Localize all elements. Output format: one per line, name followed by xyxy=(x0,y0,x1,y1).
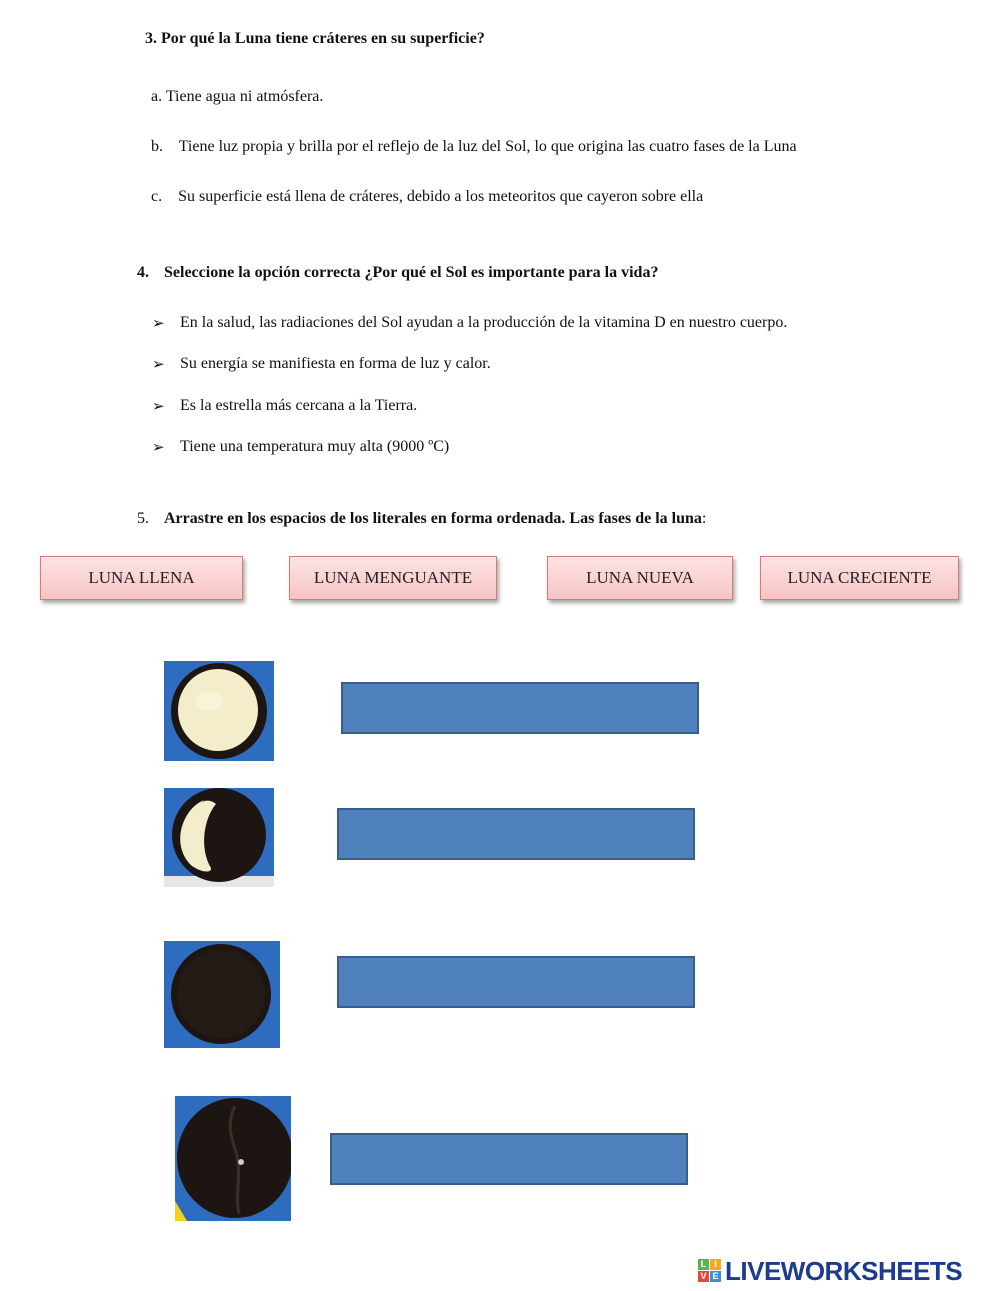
drop-zone-3[interactable] xyxy=(337,956,695,1008)
bullet-arrow-icon: ➢ xyxy=(152,357,165,373)
question-4-title: Seleccione la opción correcta ¿Por qué el Sol es importante para la vida? xyxy=(164,264,659,281)
question-4-item: En la salud, las radiaciones del Sol ayudan a la producción de la vitamina D en nuestro cuerpo. xyxy=(180,314,788,331)
question-4-item: Su energía se manifiesta en forma de luz y calor. xyxy=(180,355,491,372)
drag-label-luna-creciente[interactable]: LUNA CRECIENTE xyxy=(760,556,959,600)
question-4-item: Tiene una temperatura muy alta (9000 ºC) xyxy=(180,438,450,455)
liveworksheets-logo xyxy=(698,1256,962,1287)
drop-zone-2[interactable] xyxy=(337,808,695,860)
moon-phase-image-new xyxy=(164,941,280,1048)
question-3-title: 3. Por qué la Luna tiene cráteres en su superficie? xyxy=(145,30,485,47)
question-4-item: Es la estrella más cercana a la Tierra. xyxy=(180,397,418,414)
question-3-option-b: b. Tiene luz propia y brilla por el reflejo de la luz del Sol, lo que origina las cuatro fases de la Luna xyxy=(151,138,797,155)
moon-phase-image-waxing xyxy=(175,1096,291,1221)
drag-label-luna-nueva[interactable]: LUNA NUEVA xyxy=(547,556,733,600)
logo-text: LIVEWORKSHEETS xyxy=(725,1256,963,1286)
question-3-option-a: a. Tiene agua ni atmósfera. xyxy=(151,88,324,105)
question-4-number: 4. xyxy=(137,264,149,281)
drag-label-luna-menguante[interactable]: LUNA MENGUANTE xyxy=(289,556,497,600)
question-5-number: 5. xyxy=(137,510,149,527)
drop-zone-1[interactable] xyxy=(341,682,699,734)
bullet-arrow-icon: ➢ xyxy=(152,399,165,415)
drop-zone-4[interactable] xyxy=(330,1133,688,1185)
question-5-colon: : xyxy=(701,510,707,527)
question-5-title: Arrastre en los espacios de los literales en forma ordenada. Las fases de la luna xyxy=(164,510,702,527)
logo-badge-icon: L I V E xyxy=(698,1259,722,1285)
bullet-arrow-icon: ➢ xyxy=(152,440,165,456)
moon-phase-image-waning xyxy=(164,788,274,887)
drag-label-luna-llena[interactable]: LUNA LLENA xyxy=(40,556,243,600)
question-5-title-wrap xyxy=(164,510,706,528)
bullet-arrow-icon: ➢ xyxy=(152,316,165,332)
moon-phase-image-full xyxy=(164,661,274,761)
question-3-option-c: c. Su superficie está llena de cráteres, debido a los meteoritos que cayeron sobre ella xyxy=(151,188,704,205)
